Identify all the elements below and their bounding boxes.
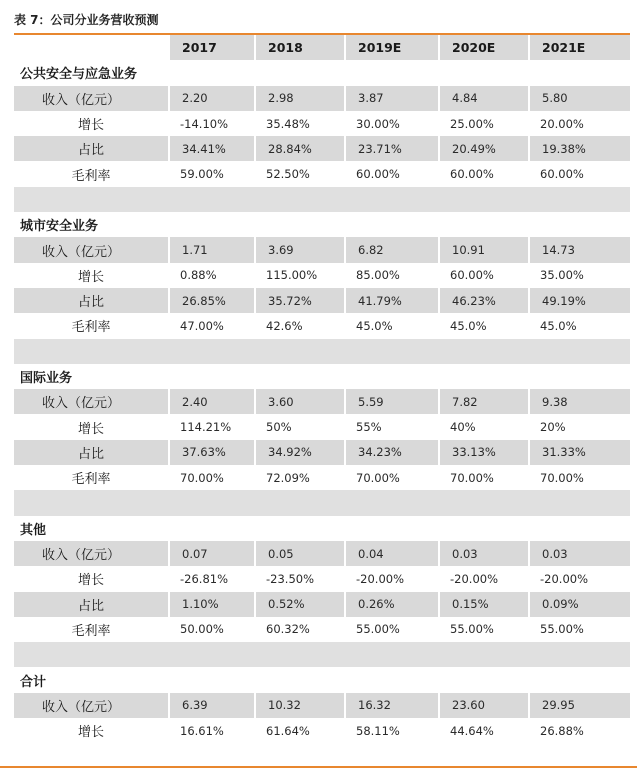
bottom-rule [0,766,637,768]
row-label: 毛利率 [71,320,111,336]
table-row [14,288,630,313]
row-label: 收入（亿元） [14,693,168,718]
table-cell: 14.73 [528,237,630,262]
row-label: 占比 [14,440,168,465]
row-label: 收入（亿元） [14,86,168,111]
table-cell: 6.82 [344,237,438,262]
row-label: 毛利率 [71,472,111,488]
table-cell: 47.00% [180,318,224,333]
table-row [14,111,630,136]
row-label: 增长 [77,725,104,741]
table-cell: 60.32% [266,622,310,637]
spacer-cell [14,187,630,212]
table-row [14,465,630,490]
section-title: 公共安全与应急业务 [20,67,138,83]
section-row [14,364,630,389]
table-row [14,161,630,186]
table-cell: 114.21% [180,420,232,435]
table-cell: 52.50% [266,167,310,182]
header-year: 2020E [438,35,528,60]
section-title: 合计 [20,674,47,690]
row-label: 占比 [14,592,168,617]
table-cell: 70.00% [356,470,400,485]
table-cell: 34.23% [344,440,438,465]
section-title: 城市安全业务 [20,219,99,235]
table-cell: 45.0% [450,318,487,333]
table-cell: 55.00% [356,622,400,637]
table-cell: -20.00% [540,571,588,586]
table-cell: 34.92% [254,440,344,465]
section-row [14,60,630,85]
table-cell: 1.71 [168,237,254,262]
table-cell: 58.11% [356,723,400,738]
table-cell: 0.15% [438,592,528,617]
table-cell: 20.49% [438,136,528,161]
table-cell: 7.82 [438,389,528,414]
table-cell: 55.00% [450,622,494,637]
table-cell: -14.10% [180,116,228,131]
table-cell: -23.50% [266,571,314,586]
header-year: 2019E [344,35,438,60]
table-cell: 2.20 [168,86,254,111]
table-cell: 0.05 [254,541,344,566]
section-row [14,516,630,541]
table-cell: 44.64% [450,723,494,738]
table-row [14,617,630,642]
table-row [14,263,630,288]
section-title: 其他 [20,522,47,538]
table-row [14,541,630,566]
table-cell: 25.00% [450,116,494,131]
row-label: 收入（亿元） [14,541,168,566]
table-cell: 10.32 [254,693,344,718]
table-cell: 29.95 [528,693,630,718]
table-cell: 31.33% [528,440,630,465]
table-cell: 0.03 [528,541,630,566]
row-label: 毛利率 [71,168,111,184]
table-cell: 19.38% [528,136,630,161]
table-cell: 70.00% [540,470,584,485]
spacer-row [14,490,630,515]
table-cell: 1.10% [168,592,254,617]
spacer-cell [14,490,630,515]
table-cell: 41.79% [344,288,438,313]
table-cell: 49.19% [528,288,630,313]
table-row [14,414,630,439]
table-cell: 72.09% [266,470,310,485]
table-cell: 70.00% [450,470,494,485]
row-label: 增长 [77,118,104,134]
header-year: 2021E [528,35,630,60]
table-cell: 16.32 [344,693,438,718]
table-row [14,136,630,161]
table-cell: 26.85% [168,288,254,313]
table-cell: 5.80 [528,86,630,111]
section-row [14,667,630,692]
spacer-row [14,339,630,364]
table-cell: 35.48% [266,116,310,131]
table-cell: 10.91 [438,237,528,262]
spacer-row [14,642,630,667]
section-title: 国际业务 [20,371,73,386]
table-cell: 23.60 [438,693,528,718]
table-cell: 85.00% [356,268,400,283]
table-cell: 0.09% [528,592,630,617]
table-cell: 50% [266,420,292,435]
table-cell: -20.00% [356,571,404,586]
table-cell: 0.04 [344,541,438,566]
table-cell: 55.00% [540,622,584,637]
row-label: 增长 [77,573,104,589]
table-cell: 0.03 [438,541,528,566]
table-cell: 46.23% [438,288,528,313]
table-cell: 28.84% [254,136,344,161]
table-cell: 6.39 [168,693,254,718]
table-cell: 20.00% [540,116,584,131]
row-label: 占比 [14,136,168,161]
revenue-forecast-table [14,35,630,743]
table-cell: 16.61% [180,723,224,738]
table-row [14,313,630,338]
row-label: 增长 [77,421,104,437]
table-row [14,389,630,414]
table-cell: 60.00% [450,167,494,182]
header-year: 2018 [254,35,344,60]
table-row [14,86,630,111]
table-cell: 0.52% [254,592,344,617]
table-cell: 60.00% [540,167,584,182]
table-cell: 35.72% [254,288,344,313]
row-label: 毛利率 [71,623,111,639]
table-cell: 0.26% [344,592,438,617]
table-cell: 3.87 [344,86,438,111]
table-cell: 50.00% [180,622,224,637]
header-corner [14,35,168,60]
table-cell: -20.00% [450,571,498,586]
header-row [14,35,630,60]
table-cell: 37.63% [168,440,254,465]
header-year: 2017 [168,35,254,60]
spacer-cell [14,642,630,667]
spacer-row [14,187,630,212]
row-label: 收入（亿元） [14,237,168,262]
row-label: 收入（亿元） [14,389,168,414]
table-cell: 60.00% [356,167,400,182]
table-cell: 33.13% [438,440,528,465]
table-row [14,718,630,743]
section-row [14,212,630,237]
table-cell: 59.00% [180,167,224,182]
table-cell: 115.00% [266,268,318,283]
table-cell: 0.07 [168,541,254,566]
table-cell: 40% [450,420,476,435]
table-cell: 60.00% [450,268,494,283]
row-label: 占比 [14,288,168,313]
table-cell: 2.98 [254,86,344,111]
table-cell: 3.60 [254,389,344,414]
table-cell: 2.40 [168,389,254,414]
table-cell: 0.88% [180,268,217,283]
table-row [14,566,630,591]
row-label: 增长 [77,269,104,285]
table-cell: 20% [540,420,566,435]
table-cell: 35.00% [540,268,584,283]
table-cell: 5.59 [344,389,438,414]
table-cell: 70.00% [180,470,224,485]
table-cell: 45.0% [540,318,577,333]
table-row [14,440,630,465]
table-cell: 45.0% [356,318,393,333]
table-cell: 55% [356,420,382,435]
table-cell: 34.41% [168,136,254,161]
table-row [14,237,630,262]
table-cell: 30.00% [356,116,400,131]
table-cell: 9.38 [528,389,630,414]
spacer-cell [14,339,630,364]
table-cell: 23.71% [344,136,438,161]
table-row [14,592,630,617]
table-cell: -26.81% [180,571,228,586]
table-cell: 3.69 [254,237,344,262]
table-cell: 4.84 [438,86,528,111]
table-title: 表 7：公司分业务营收预测 [14,13,159,27]
table-cell: 61.64% [266,723,310,738]
table-cell: 42.6% [266,318,303,333]
table-cell: 26.88% [540,723,584,738]
table-row [14,693,630,718]
